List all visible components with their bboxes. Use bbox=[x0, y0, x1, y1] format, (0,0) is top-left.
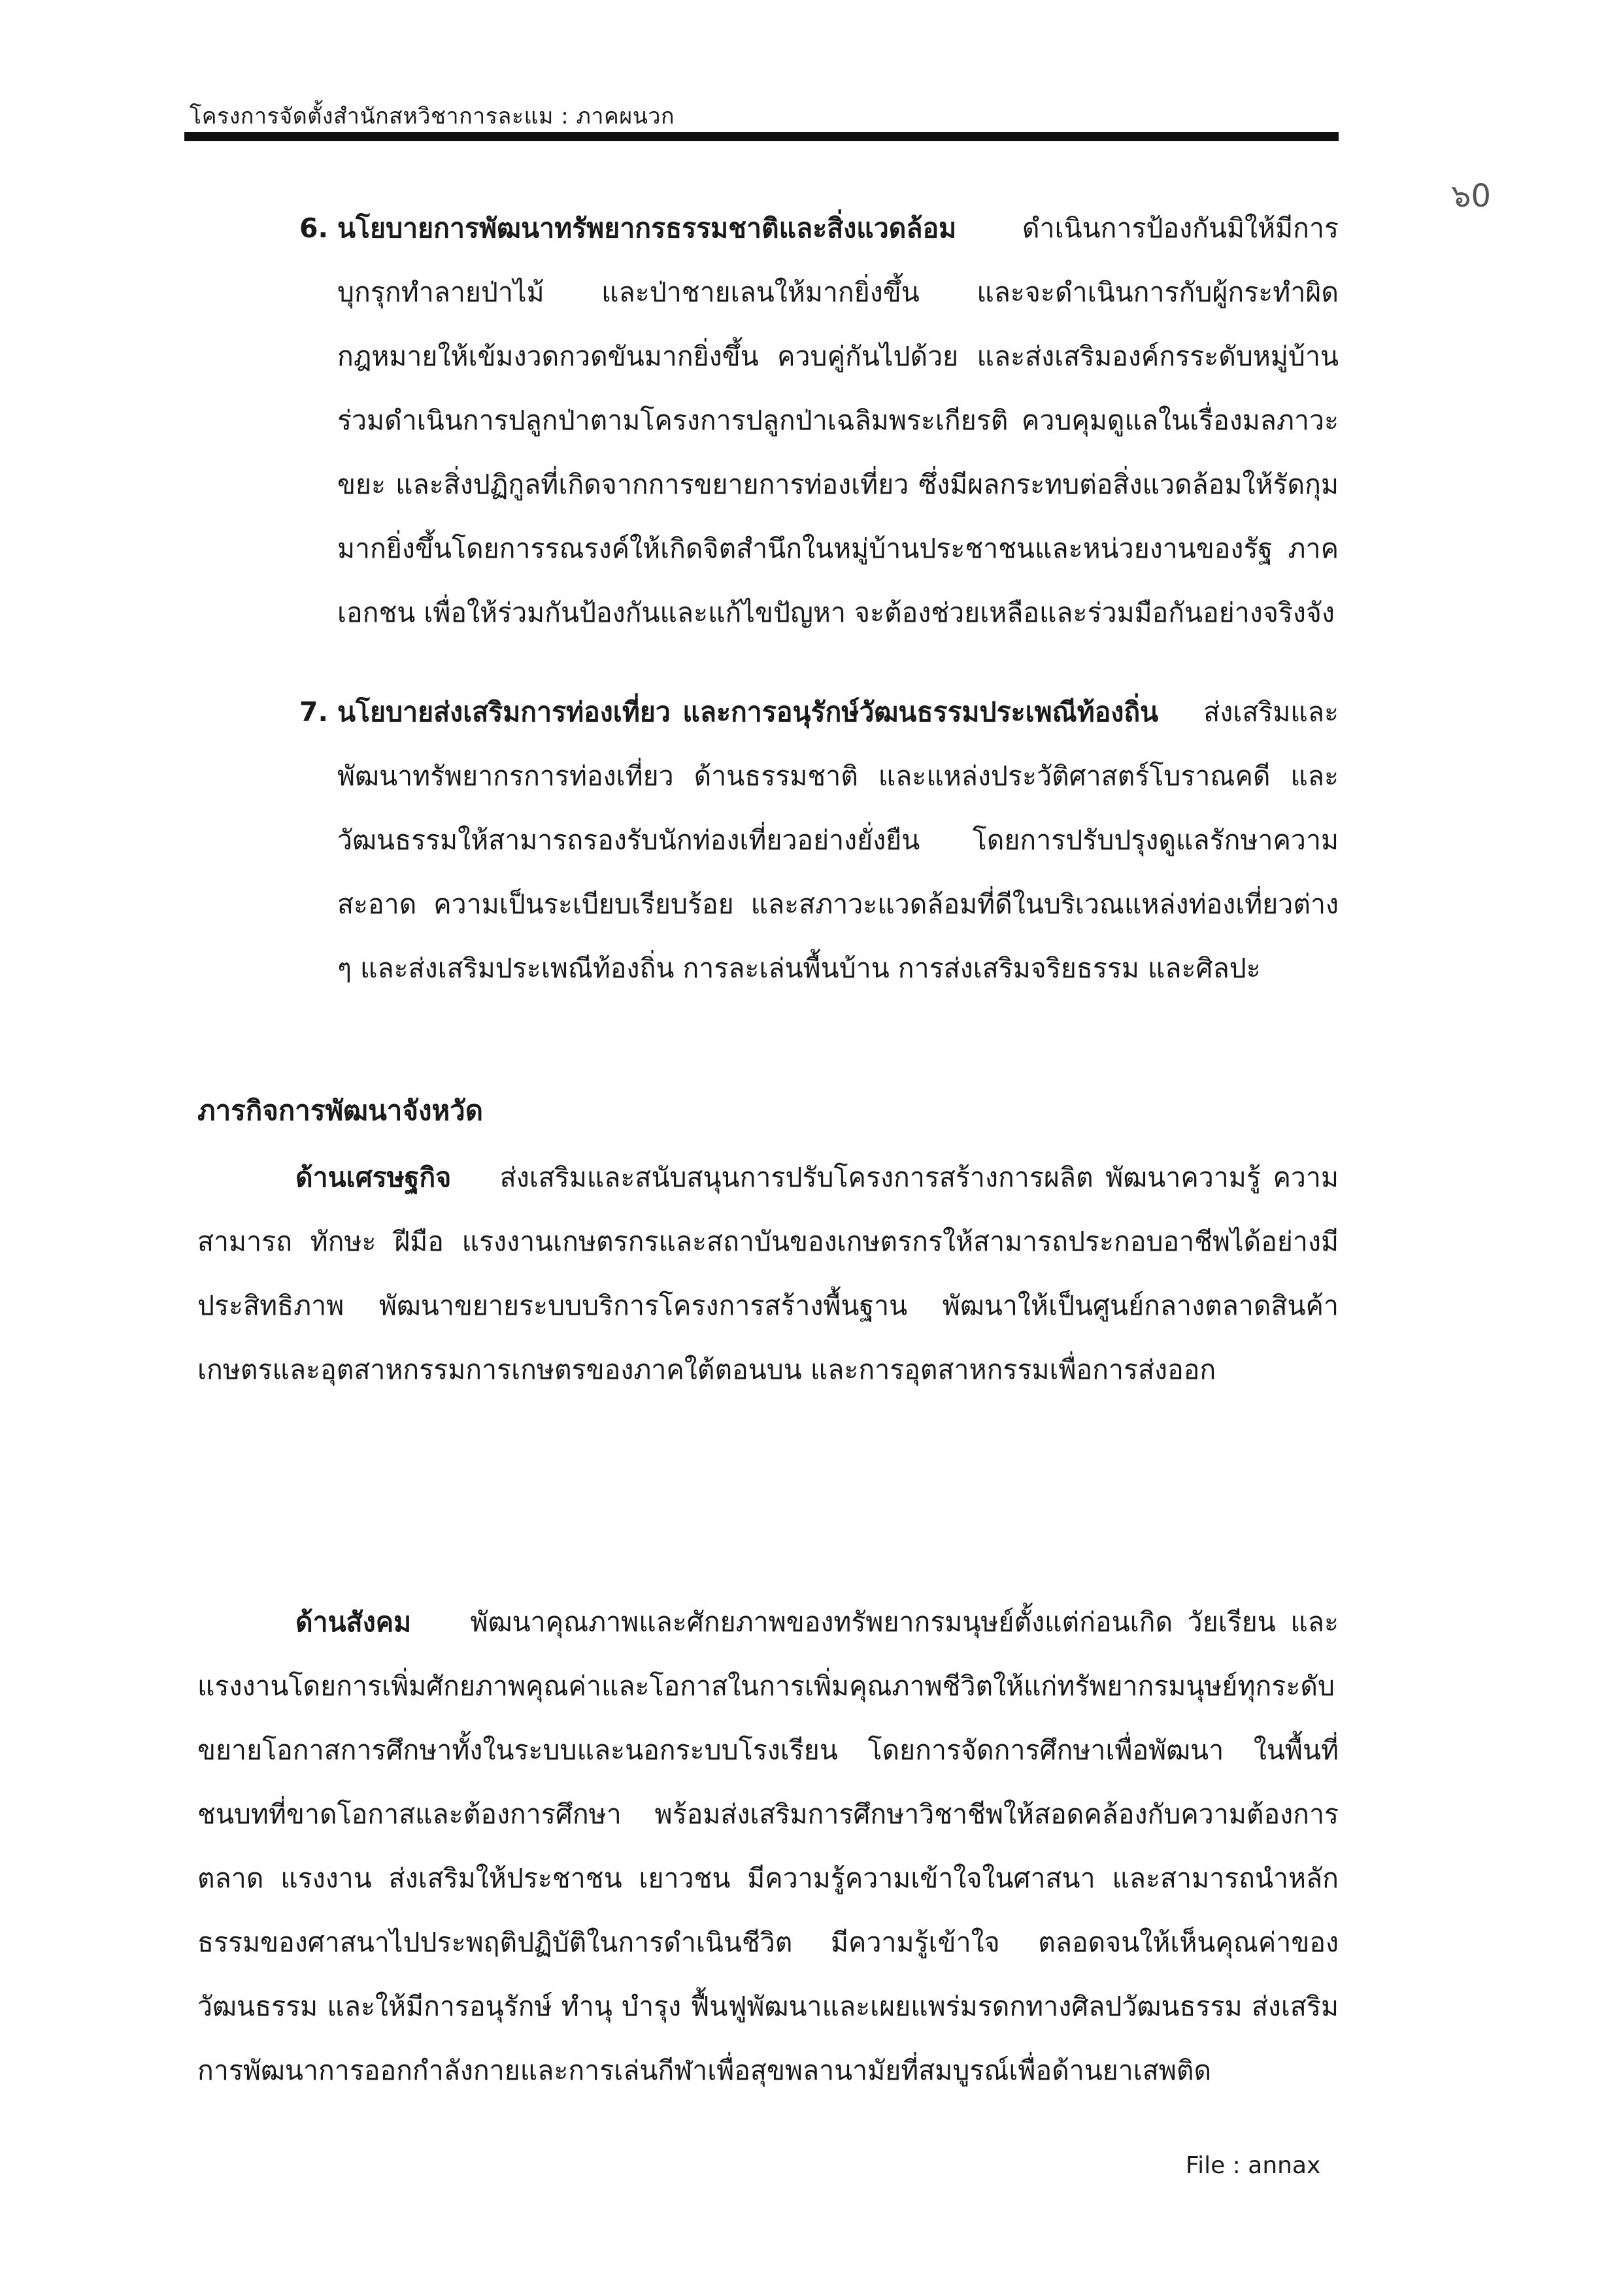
policy-title: นโยบายส่งเสริมการท่องเที่ยว และการอนุรักษ์วัฒนธรรมประเพณีท้องถิ่น bbox=[337, 696, 1159, 728]
policy-number: 6. bbox=[299, 212, 329, 244]
policy-text: ส่งเสริมและพัฒนาทรัพยากรการท่องเที่ยว ด้านธรรมชาติ และแหล่งประวัติศาสตร์โบราณคดี และวัฒนธรรมให้สามารถรองรับนักท่องเที่ยวอย่างยั่งยืน โดยการปรับปรุงดูแลรักษาความสะอาด ความเป็นระเบียบเรียบร้อย และสภาวะแวดล้อมที่ดีในบริเวณแหล่งท่องเที่ยวต่าง ๆ และส่งเสริมประเพณีท้องถิ่น การละเล่นพื้นบ้าน การส่งเสริมจริยธรรม และศิลปะ bbox=[337, 696, 1339, 984]
economy-paragraph bbox=[197, 1145, 1339, 1402]
policy-item-6 bbox=[299, 196, 1339, 645]
page-number: ๖0 bbox=[1451, 178, 1492, 214]
policy-number: 7. bbox=[299, 696, 329, 728]
mission-heading: ภารกิจการพัฒนาจังหวัด bbox=[197, 1094, 484, 1126]
policy-text: ดำเนินการป้องกันมิให้มีการบุกรุกทำลายป่าไม้ และป่าชายเลนให้มากยิ่งขึ้น และจะดำเนินการกับผู้กระทำผิดกฎหมายให้เข้มงวดกวดขันมากยิ่งขึ้น ควบคู่กันไปด้วย และส่งเสริมองค์กรระดับหมู่บ้านร่วมดำเนินการปลูกป่าตามโครงการปลูกป่าเฉลิมพระเกียรติ ควบคุมดูแลในเรื่องมลภาวะ ขยะ และสิ่งปฏิกูลที่เกิดจากการขยายการท่องเที่ยว ซึ่งมีผลกระทบต่อสิ่งแวดล้อมให้รัดกุมมากยิ่งขึ้นโดยการรณรงค์ให้เกิดจิตสำนึกในหมู่บ้านประชาชนและหน่วยงานของรัฐ ภาคเอกชน เพื่อให้ร่วมกันป้องกันและแก้ไขปัญหา จะต้องช่วยเหลือและร่วมมือกันอย่างจริงจัง bbox=[337, 212, 1339, 628]
economy-text: ส่งเสริมและสนับสนุนการปรับโครงการสร้างการผลิต พัฒนาความรู้ ความสามารถ ทักษะ ฝีมือ แรงงานเกษตรกรและสถาบันของเกษตรกรให้สามารถประกอบอาชีพได้อย่างมีประสิทธิภาพ พัฒนาขยายระบบบริการโครงการสร้างพื้นฐาน พัฒนาให้เป็นศูนย์กลางตลาดสินค้าเกษตรและอุตสาหกรรมการเกษตรของภาคใต้ตอนบน และการอุตสาหกรรมเพื่อการส่งออก bbox=[197, 1162, 1339, 1385]
economy-label: ด้านเศรษฐกิจ bbox=[295, 1162, 452, 1193]
document-header-title: โครงการจัดตั้งสำนักสหวิชาการละแม : ภาคผนวก bbox=[190, 103, 675, 129]
social-paragraph bbox=[197, 1590, 1339, 2102]
social-label: ด้านสังคม bbox=[295, 1606, 412, 1638]
file-footer: File : annax bbox=[1186, 2152, 1321, 2179]
header-divider bbox=[184, 132, 1339, 141]
policy-body bbox=[337, 196, 1339, 645]
policy-title: นโยบายการพัฒนาทรัพยากรธรรมชาติและสิ่งแวดล้อม bbox=[337, 212, 957, 244]
policy-body bbox=[337, 680, 1339, 1000]
social-text: พัฒนาคุณภาพและศักยภาพของทรัพยากรมนุษย์ตั้งแต่ก่อนเกิด วัยเรียน และแรงงานโดยการเพิ่มศักยภาพคุณค่าและโอกาสในการเพิ่มคุณภาพชีวิตให้แก่ทรัพยากรมนุษย์ทุกระดับ ขยายโอกาสการศึกษาทั้งในระบบและนอกระบบโรงเรียน โดยการจัดการศึกษาเพื่อพัฒนา ในพื้นที่ชนบทที่ขาดโอกาสและต้องการศึกษา พร้อมส่งเสริมการศึกษาวิชาชีพให้สอดคล้องกับความต้องการตลาด แรงงาน ส่งเสริมให้ประชาชน เยาวชน มีความรู้ความเข้าใจในศาสนา และสามารถนำหลักธรรมของศาสนาไปประพฤติปฏิบัติในการดำเนินชีวิต มีความรู้เข้าใจ ตลอดจนให้เห็นคุณค่าของวัฒนธรรม และให้มีการอนุรักษ์ ทำนุ บำรุง ฟื้นฟูพัฒนาและเผยแพร่มรดกทางศิลปวัฒนธรรม ส่งเสริมการพัฒนาการออกกำลังกายและการเล่นกีฬาเพื่อสุขพลานามัยที่สมบูรณ์เพื่อด้านยาเสพติด bbox=[197, 1606, 1339, 2086]
policy-item-7 bbox=[299, 680, 1339, 1000]
